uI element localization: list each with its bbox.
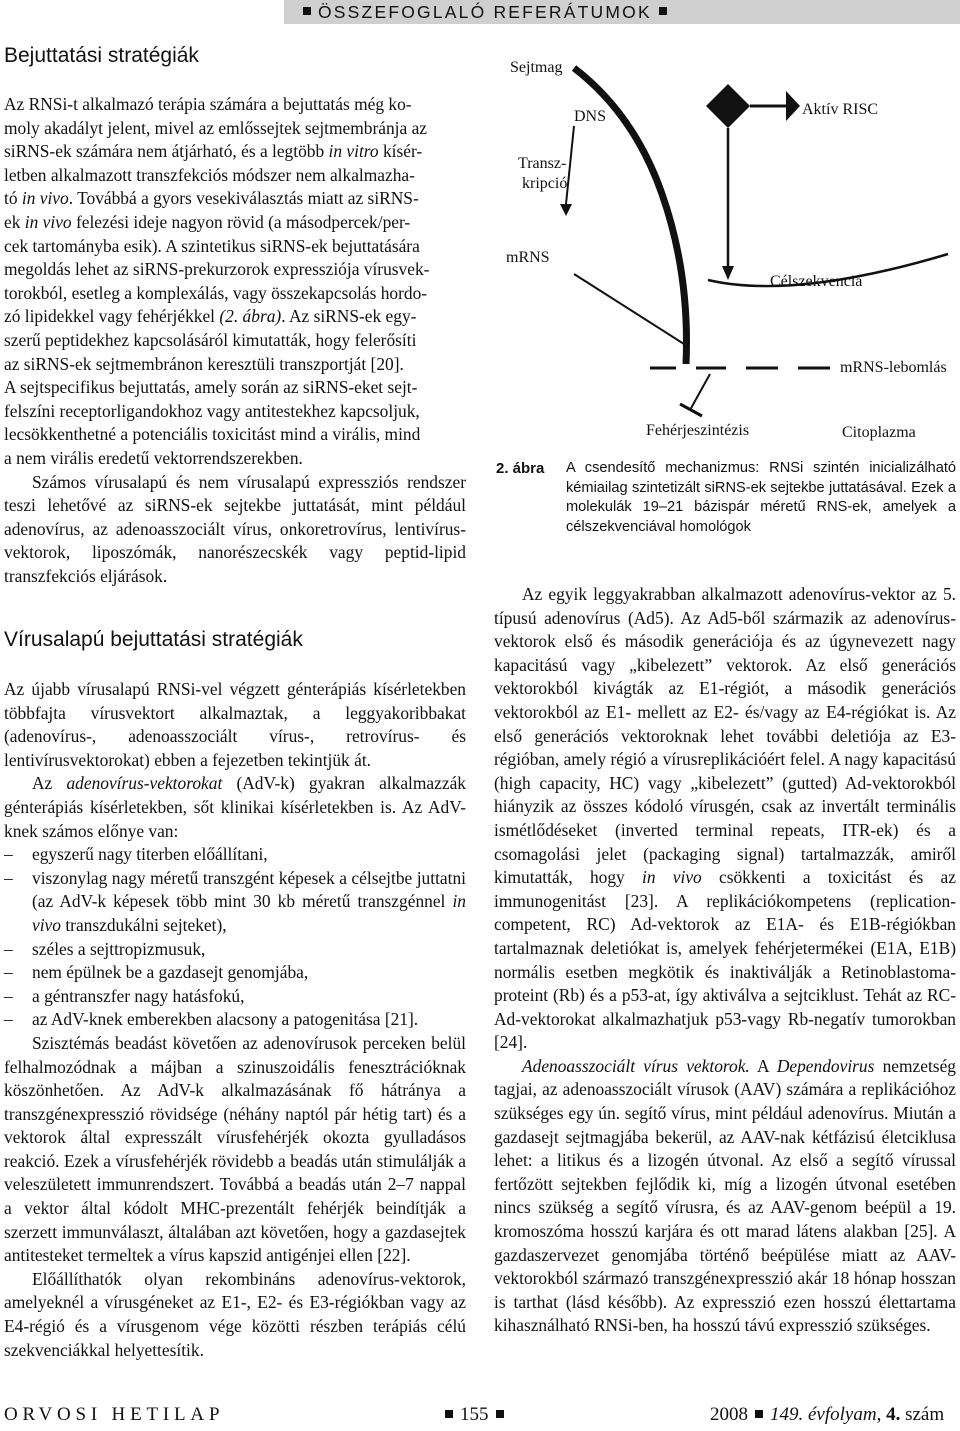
right-paragraph-1 (494, 583, 956, 1055)
left-paragraph-3: Az újabb vírusalapú RNSi-vel végzett génterápiás kísérletekben többfajta vírusvektort alkalmaztak, a leggyakoribbakat (adenovírus-, adenoasszociált vírus-, retrovírus- és lentivírusvektorokat) ebben a fejezetben tekintjük át. (4, 679, 466, 770)
left-section-viral (4, 678, 466, 1362)
label-nucleus: Sejtmag (510, 59, 563, 76)
list-item-text: egyszerű nagy titerben előállítani, (32, 844, 268, 865)
italic-term: in vitro (328, 141, 379, 162)
page-number: 155 (460, 1404, 489, 1425)
list-item (4, 867, 466, 938)
text-span: A (749, 1055, 777, 1076)
mrna-exit-line (574, 274, 684, 344)
text-line: kísér- (378, 141, 423, 162)
arrow-head-icon (722, 266, 734, 280)
text-line: megoldás lehet az siRNS-prekurzorok expressziója vírusvek- (4, 259, 430, 280)
list-item (4, 843, 466, 867)
label-transcription-1: Transz- (518, 155, 567, 172)
text-line: lecsökkenthetné a potenciális toxicitást mind a virális, mind (4, 424, 421, 445)
italic-term: in vivo (642, 867, 702, 888)
figure-reference: (2. ábra) (219, 306, 282, 327)
risc-arrowhead-icon (786, 91, 800, 121)
text-span: Az egyik leggyakrabban alkalmazott adenovírus-vektor az 5. típusú adenovírus (Ad5). Az Ad5-ből származik az adenovírus-vektorok első és második generációja és az úgynevezett nagy kapacitású vagy „kibelezett” vektorok. Az első generációs vektorokból kivágták az E1-régiót, a második generációs vektorokból az E1- mellett az E2- és/vagy az E4-régiókat is. Az első generációs vektoroknak lehet további deletiója az E3-régióban, amely régió a vírusreplikációért felel. A nagy kapacitású (high capacity, HC) vagy „kibelezett” (gutted) Ad-vektorokból hiányzik az összes kódoló vírusgén, csak az invertált terminális ismétlődéseket (inverted terminal repeats, ITR-ek) és a csomagolási jelet (packaging signal) tartalmazzák, amiről kimutatták, hogy (494, 584, 956, 888)
text-line: torokból, esetleg a komplexálás, vagy összekapcsolás hordo- (4, 282, 428, 303)
text-line: ek (4, 211, 25, 232)
text-line: A sejtspecifikus bejuttatás, amely során az siRNS-eket sejt- (4, 377, 418, 398)
text-span: (AdV-k) gyakran alkalmazzák génterápiás kísérletekben, sőt klinikai kísérletekben is. Az AdV-knek számos előnye van: (4, 773, 466, 841)
text-line: . Az siRNS-ek egy- (281, 306, 417, 327)
section-header (296, 2, 674, 23)
text-line: felszíni receptorligandokhoz vagy antitestekhez kapcsoljuk, (4, 400, 420, 421)
label-transcription-2: kripció (522, 175, 568, 192)
footer-volume: 149. évfolyam, (770, 1404, 882, 1425)
list-item-text: széles a sejttropizmusuk, (32, 938, 206, 959)
figure-caption: A csendesítő mechanizmus: RNSi szintén inicializálható kémiailag szintetizált siRNS-ek sejtekbe juttatásával. Ezek a molekulák 19–21 bázispár méretű RNS-ek, amelyek a célszekvenciával homológok (566, 460, 956, 535)
footer-page-number (438, 1404, 511, 1426)
footer-issue (710, 1404, 944, 1426)
italic-term: adenovírus-vektorokat (66, 773, 223, 794)
italic-term: in vivo (21, 188, 69, 209)
text-line: szerű peptidekhez kapcsolásáról kimutatták, hogy felerősíti (4, 329, 417, 350)
list-item-text: nem épülnek be a gazdasejt genomjába, (32, 962, 309, 983)
text-line: zó lipidekkel vagy fehérjékkel (4, 306, 220, 327)
label-dna: DNS (574, 108, 607, 125)
text-span: Az (32, 773, 67, 794)
heading-delivery-strategies: Bejuttatási stratégiák (4, 44, 199, 67)
rnai-mechanism-diagram (494, 44, 956, 444)
italic-term: in vivo (32, 891, 466, 935)
square-bullet-icon (659, 7, 667, 15)
text-line: siRNS-ek számára nem átjárható, és a legtöbb (4, 141, 329, 162)
square-bullet-icon (445, 1410, 453, 1418)
list-item-text: viszonylag nagy méretű transzgént képesek a célsejtbe juttatni (az AdV-k képesek több mint 30 kb méretű transzgénnel (32, 867, 466, 912)
left-paragraph-1 (4, 93, 466, 588)
text-line: moly akadályt jelent, mivel az emlőssejtek sejtmembránja az (4, 117, 428, 138)
text-span: csökkenti a toxicitást és az immunogenitást [23]. A replikációkompetens (replication-competent, RC) Ad-vektorok az E1A- és E1B-régiókban tartalmaznak deletiókat is, amelyek fehérjetermékei (E1A, E1B) normális esetben megkötik és inaktiválják a Retinoblastoma-proteint (Rb) és a p53-at, így aktiválva a sejtciklust. Tehát az RC-Ad-vektorokat alkalmazhatjuk p53-vagy Rb-negatív tumorokban [24]. (494, 867, 956, 1053)
right-column (494, 583, 956, 1338)
label-mrna-degradation: mRNS-lebomlás (840, 359, 947, 376)
footer-journal-name: ORVOSI HETILAP (4, 1404, 225, 1425)
text-line: az siRNS-ek sejtmembránon keresztüli transzportját [20]. (4, 353, 404, 374)
text-line: a nem virális eredetű vektorrendszerekben. (4, 447, 303, 468)
text-line: cek tartományba esik). A szintetikus siRNS-ek bejuttatására (4, 235, 420, 256)
text-line: . Továbbá a gyors vesekiválasztás miatt az siRNS- (68, 188, 419, 209)
translation-line (690, 374, 710, 410)
label-mrna: mRNS (506, 249, 550, 266)
left-paragraph-2: Számos vírusalapú és nem vírusalapú expressziós rendszer teszi lehetővé az siRNS-ek sejtekbe juttatását, mint például adenovírus, az adenoasszociált vírus, onkoretrovírus, lentivírus-vektorok, liposzómák, nanorészecskék vagy peptid-lipid transzfekciós eljárások. (4, 471, 466, 586)
dash-bullet: – (4, 962, 13, 983)
advantages-list (4, 843, 466, 1032)
text-line: Az RNSi-t alkalmazó terápia számára a bejuttatás még ko- (4, 94, 412, 114)
arrow-head-icon (560, 204, 572, 216)
list-item (4, 938, 466, 962)
footer-year: 2008 (710, 1404, 748, 1425)
italic-term: in vivo (24, 211, 72, 232)
label-protein-synthesis: Fehérjeszintézis (646, 422, 750, 439)
square-bullet-icon (303, 7, 311, 15)
italic-subheading: Adenoasszociált vírus vektorok. (522, 1055, 750, 1076)
heading-viral-strategies: Vírusalapú bejuttatási stratégiák (4, 628, 303, 651)
dash-bullet: – (4, 1009, 13, 1030)
text-span: nemzetség tagjai, az adenoasszociált vírusok (AAV) számára a replikációhoz szükséges egy ún. segítő vírus, mint például adenovírus. Miután a gazdasejt sejtmagjába bekerül, az AAV-nak kétfázisú életciklusa lehet: a litikus és a lizogén útvonal. Az első a segítő vírussal fertőzött sejtekben fejlődik ki, míg a lizogén útvonal esetében nincs szükség a segítő vírusra, és az AAV-genom beépül a 19. kromoszóma hosszú karjára és ott marad látens alakban [25]. A gazdaszervezet genomjába történő beépülése miatt az AAV-vektorokból származó transzgénexpresszió akár 18 hónap hosszan is tarthat (lásd később). Az expresszió ezen hosszú élettartama kihasználható RNSi-ben, ha hosszú távú expresszió szükséges. (494, 1055, 956, 1336)
blocked-bar-icon (680, 404, 702, 416)
list-item-text: a géntranszfer nagy hatásfokú, (32, 985, 245, 1006)
figure-caption-label: 2. ábra (496, 460, 545, 477)
left-paragraph-6: Előállíthatók olyan rekombináns adenovírus-vektorok, amelyeknél a vírusgéneket az E1-, E2- és E3-régiókban vagy az E4-régió és a vírusgenom vége közötti részben terápiás célú szekvenciákkal helyettesítik. (4, 1268, 466, 1360)
text-line: felezési ideje nagyon rövid (a másodpercek/per- (71, 211, 411, 232)
left-paragraph-4 (4, 772, 466, 843)
list-item-text: transzdukálni sejteket), (60, 914, 227, 935)
dna-arrow-line (566, 126, 574, 204)
label-target-sequence: Célszekvencia (770, 273, 863, 290)
square-bullet-icon (496, 1410, 504, 1418)
footer-issue-word: szám (905, 1404, 945, 1425)
list-item-text: az AdV-knek emberekben alacsony a patogenitása [21]. (32, 1009, 419, 1030)
list-item (4, 961, 466, 985)
section-header-title: ÖSSZEFOGLALÓ REFERÁTUMOK (318, 2, 652, 22)
dash-bullet: – (4, 938, 13, 959)
list-item (4, 1008, 466, 1032)
label-cytoplasm: Citoplazma (842, 424, 916, 441)
footer-issue-number: 4. (886, 1404, 901, 1425)
text-line: letben alkalmazott transzfekciós módszer nem alkalmazha- (4, 164, 415, 185)
italic-term: Dependovirus (776, 1055, 875, 1076)
label-active-risc: Aktív RISC (802, 101, 879, 118)
square-bullet-icon (755, 1410, 763, 1418)
left-paragraph-5: Szisztémás beadást követően az adenovírusok perceken belül felhalmozódnak a májban a szinuszoidális fenesztrációknak köszönhetően. Az AdV-k alkalmazásának fő hátránya a transzgénexpresszió rövidsége (néhány naptól pár hétig tart) és a vektorok által expresszált vírusfehérjék okozta gyulladásos reakció. Ezek a vírusfehérjék rövidebb a beadás után stimulálják a veleszületett immunrendszert. Továbbá a beadás után 2–7 nappal a vektor által kódolt MHC-prezentált fehérjék beindítják a szerzett immunválaszt, általában azt követően, hogy a gazdasejtek antitesteket termeltek a vírus kapszid antigénjei ellen [22]. (4, 1032, 466, 1266)
risc-diamond-icon (706, 84, 750, 128)
dash-bullet: – (4, 844, 13, 865)
dash-bullet: – (4, 985, 13, 1006)
list-item (4, 985, 466, 1009)
right-paragraph-2 (494, 1055, 956, 1338)
dash-bullet: – (4, 867, 13, 888)
text-line: tó (4, 188, 22, 209)
